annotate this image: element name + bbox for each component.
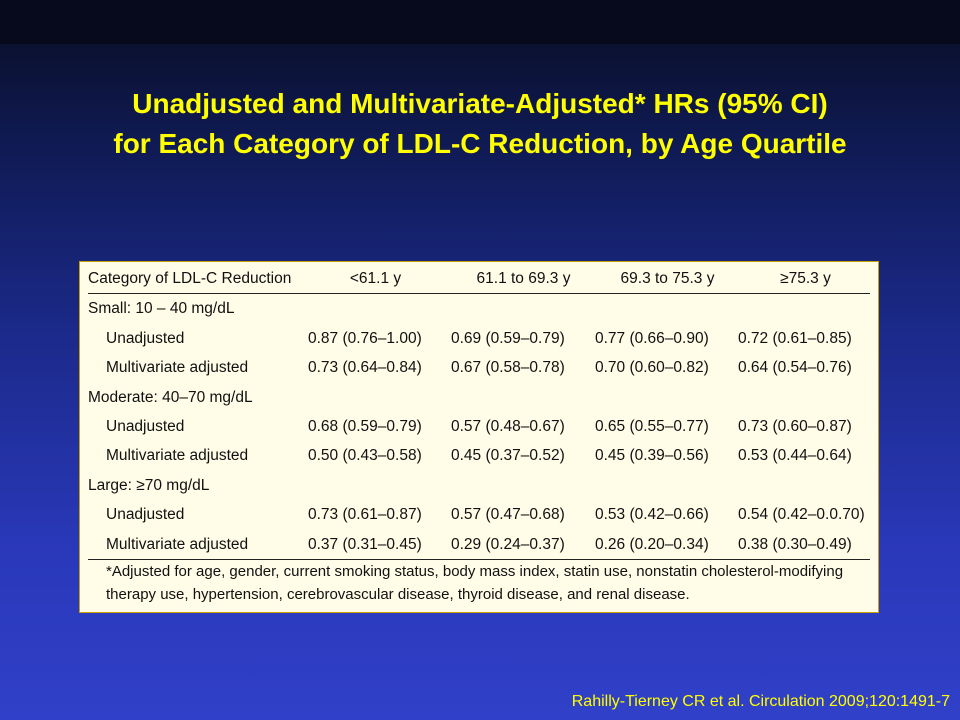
header-quartile-2: 61.1 to 69.3 y xyxy=(476,270,571,287)
table-cell: 0.73 (0.61–0.87) xyxy=(308,506,422,524)
group-label-row xyxy=(88,294,870,323)
table-cell: 0.70 (0.60–0.82) xyxy=(595,359,709,377)
citation: Rahilly-Tierney CR et al. Circulation 2009;120:1491-7 xyxy=(571,693,950,710)
slide-title xyxy=(0,84,960,164)
header-quartile-1: <61.1 y xyxy=(349,270,402,287)
results-table xyxy=(88,264,870,560)
table-cell: 0.57 (0.48–0.67) xyxy=(451,417,565,435)
table-cell: 0.37 (0.31–0.45) xyxy=(308,535,422,553)
header-quartile-3: 69.3 to 75.3 y xyxy=(620,270,715,287)
table-cell: 0.68 (0.59–0.79) xyxy=(308,417,422,435)
table-row xyxy=(88,441,870,470)
row-label: Multivariate adjusted xyxy=(106,535,249,553)
row-label: Unadjusted xyxy=(106,506,185,524)
group-label-row xyxy=(88,383,870,412)
title-line-2: for Each Category of LDL-C Reduction, by Age Quartile xyxy=(113,128,847,159)
table-cell: 0.26 (0.20–0.34) xyxy=(595,535,709,553)
table-cell: 0.53 (0.44–0.64) xyxy=(738,447,852,465)
table-header-row xyxy=(88,264,870,294)
table-cell: 0.77 (0.66–0.90) xyxy=(595,329,709,347)
table-cell: 0.45 (0.37–0.52) xyxy=(451,447,565,465)
table-footnote: *Adjusted for age, gender, current smoking status, body mass index, statin use, nonstatin cholesterol-modifying therapy use, hypertension, cerebrovascular disease, thyroid disease, and renal disease. xyxy=(106,563,844,603)
table-cell: 0.65 (0.55–0.77) xyxy=(595,417,709,435)
table-row xyxy=(88,353,870,382)
table-cell: 0.57 (0.47–0.68) xyxy=(451,506,565,524)
row-label: Unadjusted xyxy=(106,417,185,435)
results-table-panel xyxy=(79,261,879,613)
table-cell: 0.87 (0.76–1.00) xyxy=(308,329,422,347)
table-cell: 0.45 (0.39–0.56) xyxy=(595,447,709,465)
table-row xyxy=(88,500,870,529)
header-quartile-4: ≥75.3 y xyxy=(780,270,831,287)
table-cell: 0.73 (0.60–0.87) xyxy=(738,417,852,435)
title-line-1: Unadjusted and Multivariate-Adjusted* HRs (95% CI) xyxy=(132,88,828,119)
table-row xyxy=(88,324,870,353)
group-label-small: Small: 10 – 40 mg/dL xyxy=(88,300,235,318)
table-cell: 0.73 (0.64–0.84) xyxy=(308,359,422,377)
table-row xyxy=(88,412,870,441)
table-cell: 0.69 (0.59–0.79) xyxy=(451,329,565,347)
table-cell: 0.38 (0.30–0.49) xyxy=(738,535,852,553)
row-label: Unadjusted xyxy=(106,329,185,347)
table-cell: 0.64 (0.54–0.76) xyxy=(738,359,852,377)
row-label: Multivariate adjusted xyxy=(106,447,249,465)
group-label-large: Large: ≥70 mg/dL xyxy=(88,476,210,494)
table-cell: 0.29 (0.24–0.37) xyxy=(451,535,565,553)
table-cell: 0.50 (0.43–0.58) xyxy=(308,447,422,465)
row-label: Multivariate adjusted xyxy=(106,359,249,377)
group-label-row xyxy=(88,471,870,500)
top-band xyxy=(0,0,960,44)
table-cell: 0.53 (0.42–0.66) xyxy=(595,506,709,524)
header-category: Category of LDL-C Reduction xyxy=(88,270,292,287)
table-cell: 0.54 (0.42–0.0.70) xyxy=(738,506,865,524)
table-row xyxy=(88,530,870,560)
table-cell: 0.67 (0.58–0.78) xyxy=(451,359,565,377)
group-label-moderate: Moderate: 40–70 mg/dL xyxy=(88,388,253,406)
table-cell: 0.72 (0.61–0.85) xyxy=(738,329,852,347)
